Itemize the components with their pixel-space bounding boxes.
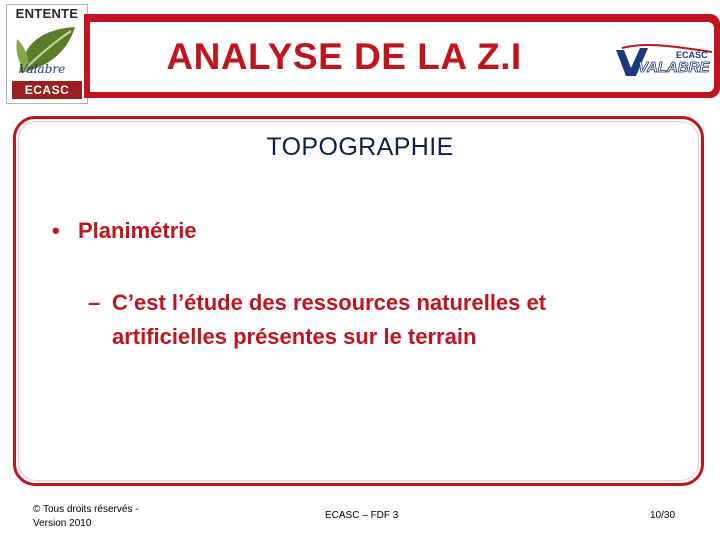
logo-script-text: Valabre [19, 62, 66, 76]
sub-bullet-item [88, 286, 648, 354]
sub-bullet-line-1: C’est l’étude des ressources naturelles et [112, 290, 547, 315]
logo-bottom-text: ECASC [12, 81, 82, 99]
slide-title: ANALYSE DE LA Z.I [166, 36, 522, 77]
sub-bullet-line-2: artificielles présentes sur le terrain [112, 324, 477, 349]
subtitle-text: TOPOGRAPHIE [266, 133, 454, 161]
bullet-text: Planimétrie [78, 218, 197, 243]
ecasc-valabre-logo [614, 44, 714, 80]
subtitle [0, 133, 720, 162]
logo-right-small-text: ECASC [676, 50, 708, 60]
logo-right-main-text: VALABRE [638, 59, 710, 76]
bullet-dot-icon: • [52, 218, 60, 243]
footer-copyright [33, 503, 139, 531]
footer-version: Version 2010 [33, 518, 92, 529]
entente-logo [6, 4, 88, 104]
bullet-item [52, 218, 197, 244]
footer-center-text: ECASC – FDF 3 [325, 510, 399, 521]
logo-top-text: ENTENTE [15, 6, 79, 21]
page-number: 10/30 [650, 510, 676, 521]
footer-copyright-line-1: © Tous droits réservés - [33, 504, 139, 515]
sub-bullet-dash: – [88, 290, 101, 315]
